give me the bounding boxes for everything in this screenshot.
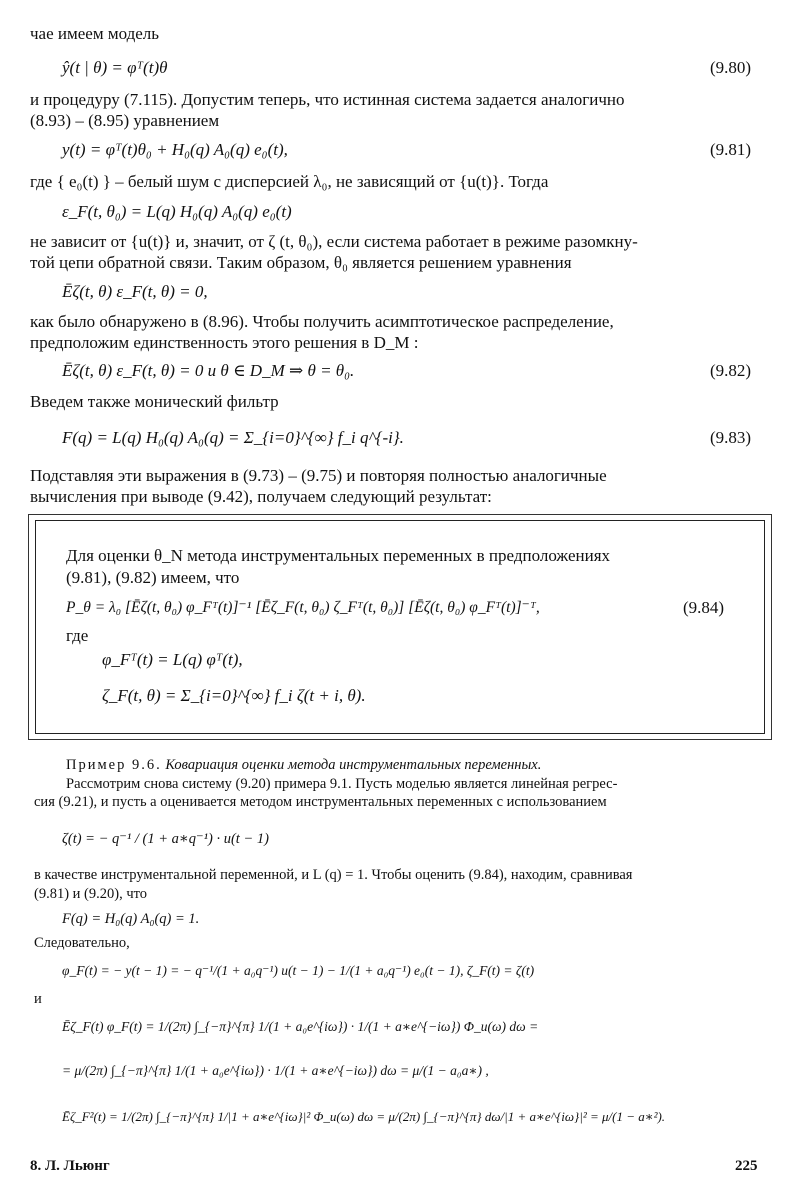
- text-line: и процедуру (7.115). Допустим теперь, что истинная система задается аналогично: [30, 90, 625, 109]
- theorem-equation: ζ_F(t, θ) = Σ_{i=0}^{∞} f_i ζ(t + i, θ).: [102, 686, 366, 705]
- equation-number: (9.82): [710, 361, 752, 380]
- example-text: сия (9.21), и пусть a оценивается методом инструментальных переменных с использованием: [34, 794, 607, 810]
- equation-number: (9.84): [683, 598, 725, 617]
- equation: F(q) = L(q) H₀(q) A₀(q) = Σ_{i=0}^{∞} f_i q^{-i}.: [62, 428, 404, 447]
- example-text: в качестве инструментальной переменной, и L (q) = 1. Чтобы оценить (9.84), находим, сравнивая: [34, 867, 633, 883]
- equation-number: (9.81): [710, 140, 752, 159]
- text-line: как было обнаружено в (8.96). Чтобы получить асимптотическое распределение,: [30, 312, 614, 331]
- theorem-text: где: [66, 626, 89, 645]
- example-text: и: [34, 991, 42, 1007]
- example-text: Рассмотрим снова систему (9.20) примера 9.1. Пусть моделью является линейная регрес-: [66, 776, 618, 792]
- footer-author: 8. Л. Льюнг: [30, 1158, 110, 1174]
- text-line: Введем также монический фильтр: [30, 392, 279, 411]
- text-line: чае имеем модель: [30, 24, 160, 43]
- equation: Ēζ(t, θ) ε_F(t, θ) = 0,: [62, 282, 208, 301]
- example-equation: ζ(t) = − q⁻¹ / (1 + a∗q⁻¹) · u(t − 1): [62, 831, 269, 847]
- text-line: Подставляя эти выражения в (9.73) – (9.75) и повторяя полностью аналогичные: [30, 466, 607, 485]
- text-line: где { e₀(t) } – белый шум с дисперсией λ₀, не зависящий от {u(t)}. Тогда: [30, 172, 549, 191]
- example-label: Пример 9.6.: [66, 757, 162, 773]
- equation-number: (9.83): [710, 428, 752, 447]
- theorem-equation: P_θ = λ₀ [Ēζ(t, θ₀) φ_Fᵀ(t)]⁻¹ [Ēζ_F(t, θ₀) ζ_Fᵀ(t, θ₀)] [Ēζ(t, θ₀) φ_Fᵀ(t)]⁻ᵀ,: [66, 599, 540, 616]
- example-equation: Ēζ_F²(t) = 1/(2π) ∫_{−π}^{π} 1/|1 + a∗e^{iω}|² Φ_u(ω) dω = μ/(2π) ∫_{−π}^{π} dω/|1 + a∗e^{iω}|² = μ/(1 − a∗²).: [62, 1109, 666, 1124]
- equation: ŷ(t | θ) = φᵀ(t)θ: [62, 58, 168, 77]
- example-equation: = μ/(2π) ∫_{−π}^{π} 1/(1 + a₀e^{iω}) · 1/(1 + a∗e^{−iω}) dω = μ/(1 − a₀a∗) ,: [62, 1063, 489, 1078]
- theorem-equation: φ_Fᵀ(t) = L(q) φᵀ(t),: [102, 650, 243, 669]
- equation: ε_F(t, θ₀) = L(q) H₀(q) A₀(q) e₀(t): [62, 202, 292, 221]
- equation: Ēζ(t, θ) ε_F(t, θ) = 0 и θ ∈ D_M ⇒ θ = θ₀.: [62, 361, 355, 380]
- example-heading: [66, 756, 541, 774]
- example-equation: φ_F(t) = − y(t − 1) = − q⁻¹/(1 + a₀q⁻¹) u(t − 1) − 1/(1 + a₀q⁻¹) e₀(t − 1), ζ_F(t) = ζ(t): [62, 963, 535, 978]
- example-equation: F(q) = H₀(q) A₀(q) = 1.: [62, 911, 200, 927]
- text-line: не зависит от {u(t)} и, значит, от ζ (t, θ₀), если система работает в режиме разомкну-: [30, 232, 638, 251]
- text-line: той цепи обратной связи. Таким образом, θ₀ является решением уравнения: [30, 253, 572, 272]
- example-text: (9.81) и (9.20), что: [34, 886, 148, 902]
- theorem-text: Для оценки θ_N метода инструментальных переменных в предположениях: [66, 546, 611, 565]
- text-line: предположим единственность этого решения в D_M :: [30, 333, 419, 352]
- theorem-text: (9.81), (9.82) имеем, что: [66, 568, 240, 587]
- equation: y(t) = φᵀ(t)θ₀ + H₀(q) A₀(q) e₀(t),: [62, 140, 288, 159]
- example-title: Ковариация оценки метода инструментальных переменных.: [165, 757, 542, 773]
- text-line: (8.93) – (8.95) уравнением: [30, 111, 220, 130]
- page-number: 225: [735, 1158, 758, 1174]
- example-text: Следовательно,: [34, 935, 130, 951]
- example-equation: Ēζ_F(t) φ_F(t) = 1/(2π) ∫_{−π}^{π} 1/(1 + a₀e^{iω}) · 1/(1 + a∗e^{−iω}) Φ_u(ω) dω =: [62, 1019, 539, 1034]
- equation-number: (9.80): [710, 58, 752, 77]
- text-line: вычисления при выводе (9.42), получаем следующий результат:: [30, 487, 492, 506]
